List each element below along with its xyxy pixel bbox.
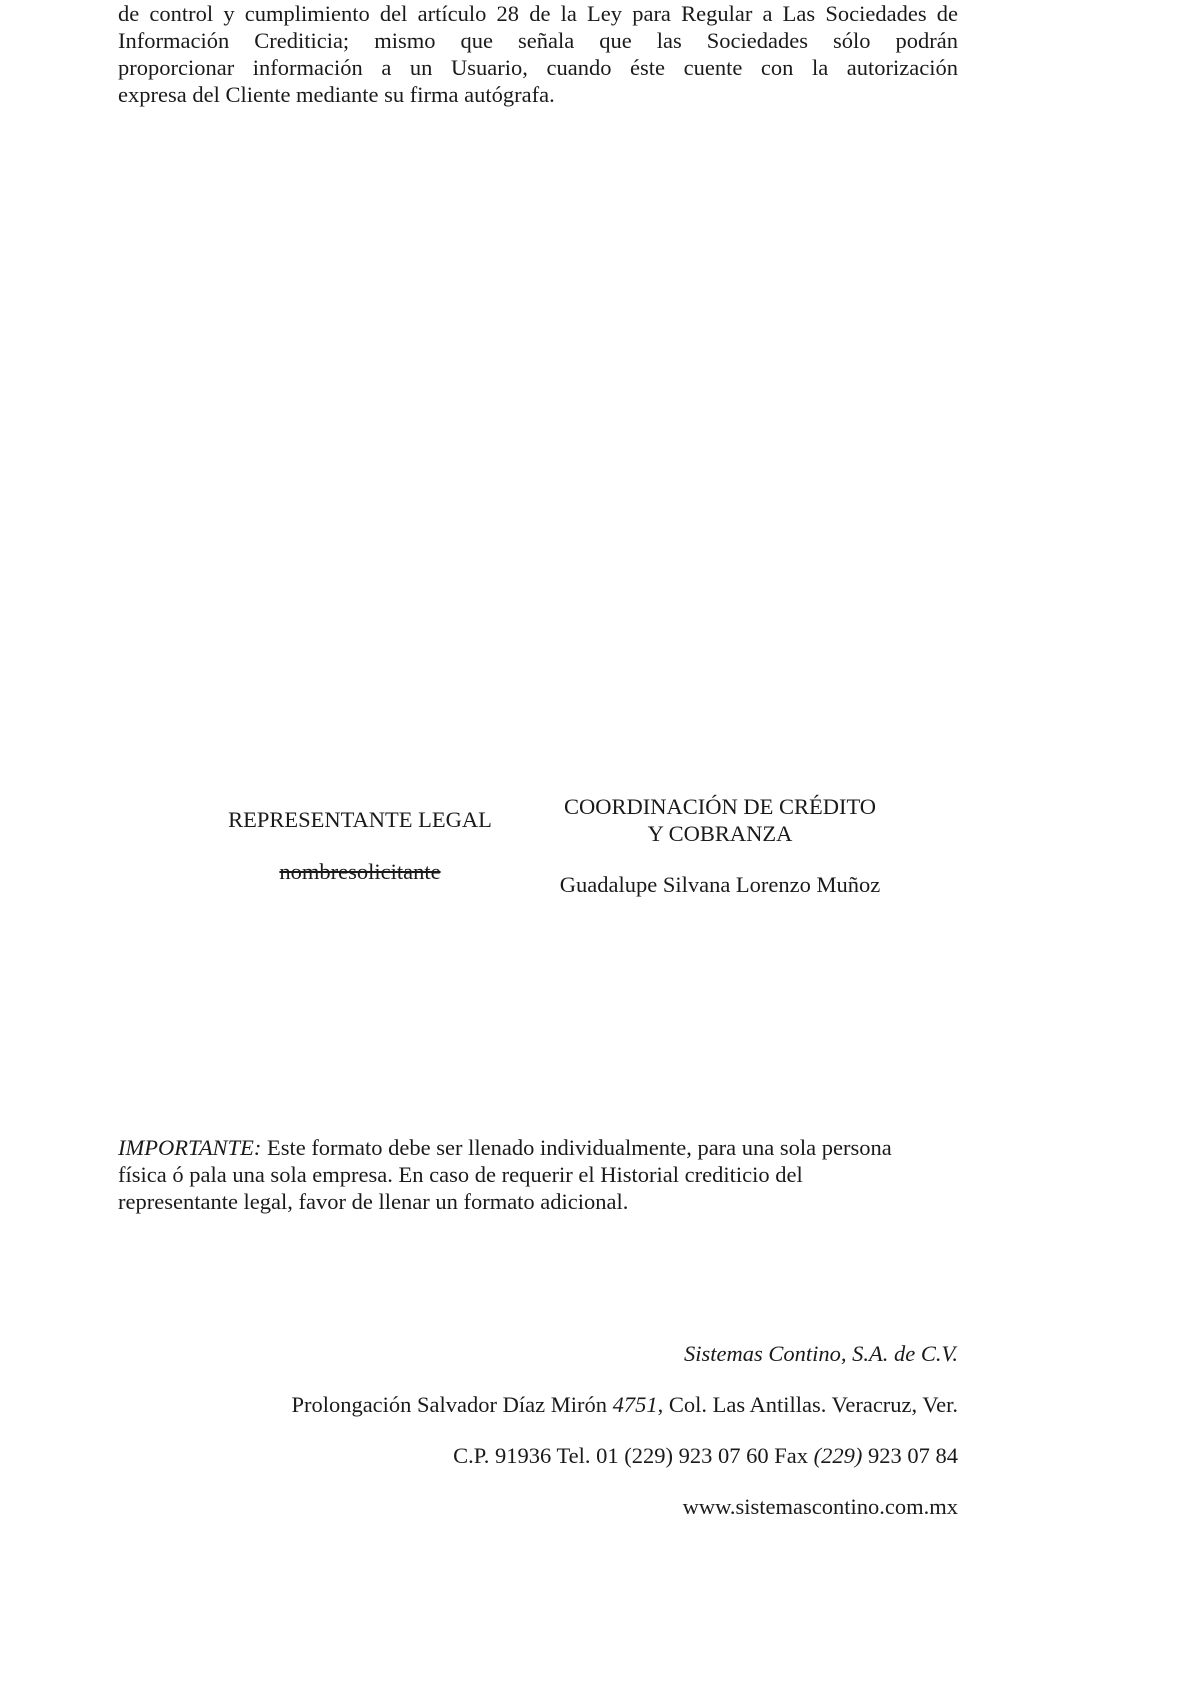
intro-line: proporcionar información a un Usuario, cuando éste cuente con la autorización xyxy=(118,55,958,80)
coordinacion-label-line2: Y COBRANZA xyxy=(647,821,793,846)
footer-website: www.sistemascontino.com.mx xyxy=(682,1494,958,1519)
important-label: IMPORTANTE: xyxy=(118,1135,262,1160)
intro-line: Información Crediticia; mismo que señala que las Sociedades sólo podrán xyxy=(118,28,958,53)
important-note xyxy=(118,1134,968,1215)
important-text-line1: Este formato debe ser llenado individualmente, para una sola persona xyxy=(261,1135,892,1160)
signature-name-left: nombresolicitante xyxy=(279,859,441,884)
footer-fax-area: (229) xyxy=(813,1443,863,1468)
signature-title-left xyxy=(200,806,520,833)
important-text-line2: física ó pala una sola empresa. En caso de requerir el Historial crediticio del xyxy=(118,1162,803,1187)
footer-contact-part2: 923 07 84 xyxy=(862,1443,958,1468)
representante-legal-label: REPRESENTANTE LEGAL xyxy=(228,807,492,832)
intro-line: expresa del Cliente mediante su firma autógrafa. xyxy=(118,82,555,107)
footer-company: Sistemas Contino, S.A. de C.V. xyxy=(684,1341,958,1366)
footer-address-part1: Prolongación Salvador Díaz Mirón xyxy=(291,1392,613,1417)
signature-title-right xyxy=(535,793,905,847)
footer-address-part2: , Col. Las Antillas. Veracruz, Ver. xyxy=(657,1392,958,1417)
intro-line: de control y cumplimiento del artículo 28 de la Ley para Regular a Las Sociedades de xyxy=(118,1,958,26)
footer-contact xyxy=(453,1443,958,1469)
footer-address-number: 4751 xyxy=(612,1392,658,1417)
important-text-line3: representante legal, favor de llenar un formato adicional. xyxy=(118,1189,629,1214)
signature-name-right: Guadalupe Silvana Lorenzo Muñoz xyxy=(559,872,881,897)
footer-address xyxy=(291,1392,958,1418)
coordinacion-label-line1: COORDINACIÓN DE CRÉDITO xyxy=(563,794,877,819)
footer-contact-part1: C.P. 91936 Tel. 01 (229) 923 07 60 Fax xyxy=(453,1443,814,1468)
intro-paragraph xyxy=(118,0,958,108)
